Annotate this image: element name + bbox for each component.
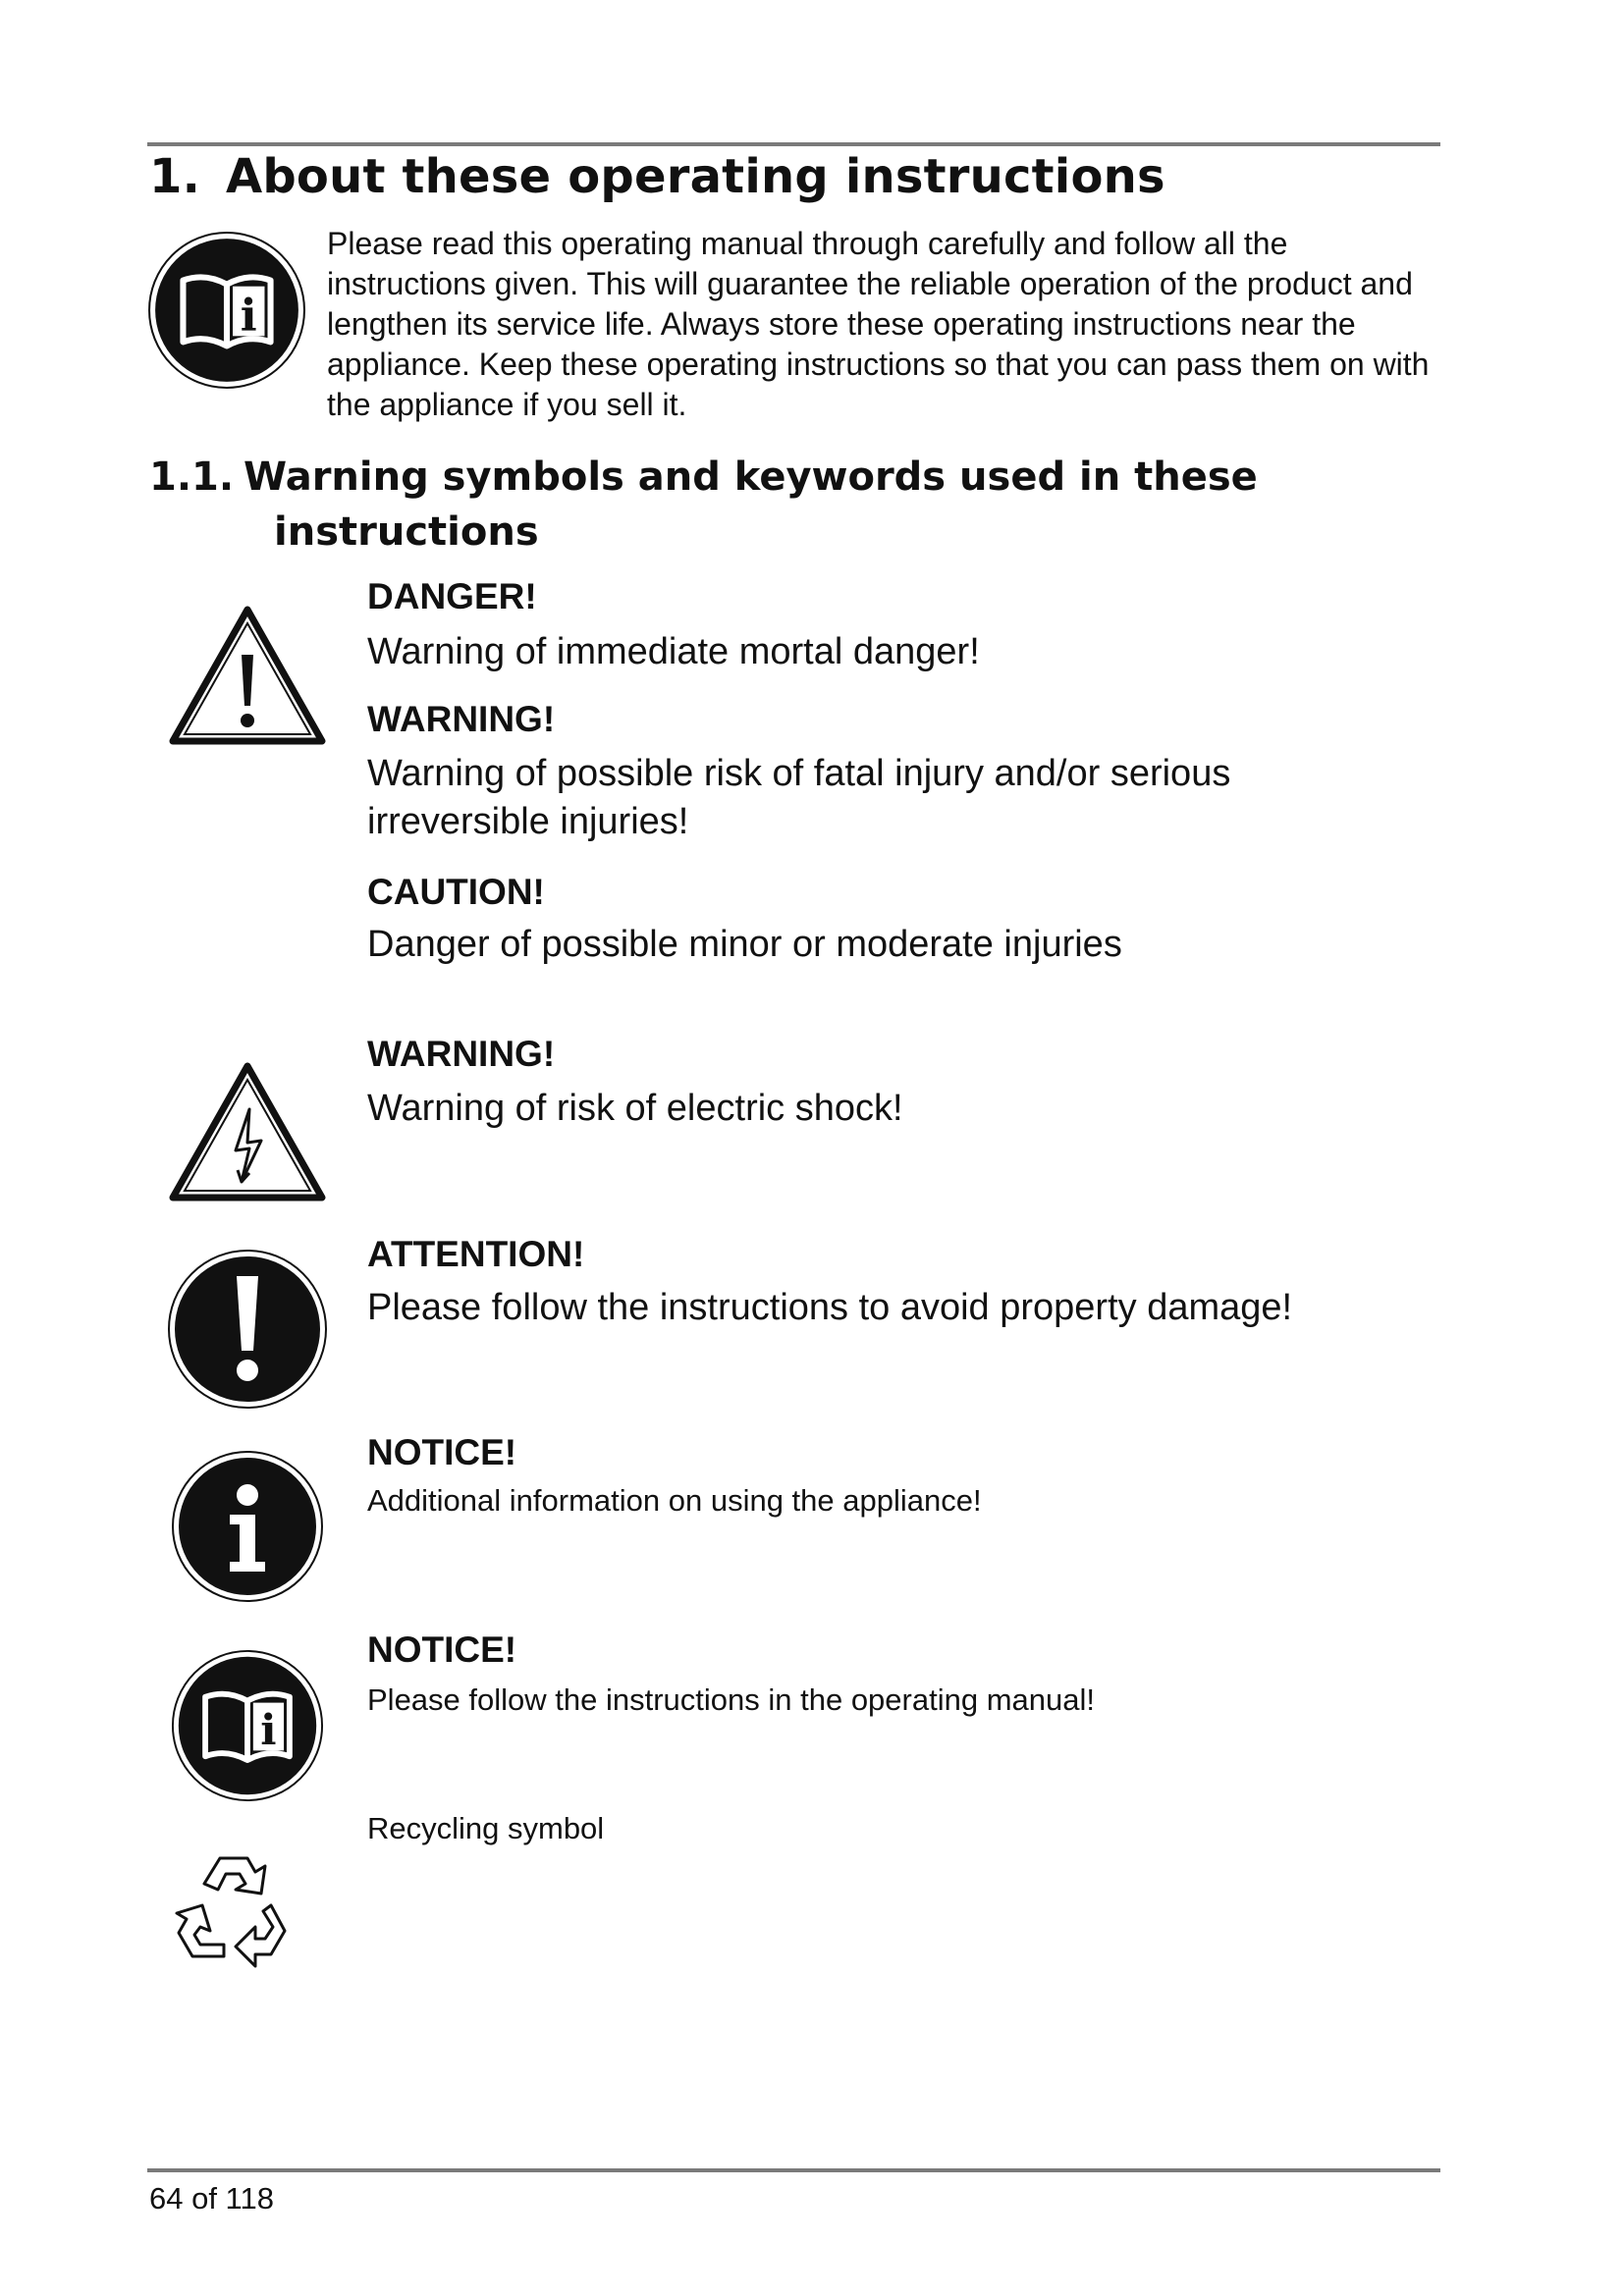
- danger-keyword: DANGER!: [367, 576, 537, 616]
- electric-shock-triangle-icon: [167, 1060, 328, 1203]
- notice-manual-keyword: NOTICE!: [367, 1629, 517, 1670]
- attention-description: Please follow the instructions to avoid property damage!: [367, 1287, 1293, 1328]
- recycling-icon: [169, 1850, 297, 1968]
- subsection-number: 1.1.: [149, 454, 235, 500]
- subsection-title-line1: Warning symbols and keywords used in these: [244, 454, 1258, 500]
- notice-manual-description: Please follow the instructions in the operating manual!: [367, 1682, 1095, 1717]
- page-number: 64 of 118: [149, 2181, 274, 2216]
- svg-text:i: i: [240, 289, 257, 342]
- caution-keyword: CAUTION!: [367, 872, 545, 912]
- svg-text:i: i: [260, 1706, 277, 1756]
- subsection-title-line2: instructions: [274, 509, 539, 555]
- manual-book-icon: [171, 1649, 324, 1802]
- section-title: About these operating instructions: [226, 149, 1165, 204]
- recycling-description: Recycling symbol: [367, 1811, 605, 1845]
- subsection-heading: [149, 450, 1258, 560]
- danger-triangle-icon: [167, 604, 328, 747]
- attention-keyword: ATTENTION!: [367, 1234, 585, 1274]
- section-heading: [149, 149, 1165, 204]
- bottom-rule: [147, 2168, 1440, 2172]
- intro-paragraph: Please read this operating manual through carefully and follow all the instructions given. This will guarantee the reliable operation of the product and lengthen its service life. Always store these operating instructions near the appliance. Keep these operating instructions so that you can pass them on with the appliance if you sell it.: [327, 226, 1430, 422]
- notice-info-keyword: NOTICE!: [367, 1432, 517, 1472]
- attention-exclamation-icon: [167, 1249, 328, 1410]
- caution-description: Danger of possible minor or moderate injuries: [367, 924, 1122, 965]
- electric-keyword: WARNING!: [367, 1034, 556, 1074]
- top-rule: [147, 142, 1440, 146]
- read-manual-icon: [147, 231, 306, 390]
- info-icon: [171, 1450, 324, 1603]
- warning-description: Warning of possible risk of fatal injury and/or serious irreversible injuries!: [367, 753, 1231, 842]
- section-number: 1.: [149, 149, 201, 204]
- electric-description: Warning of risk of electric shock!: [367, 1088, 903, 1129]
- warning-keyword: WARNING!: [367, 699, 556, 739]
- danger-description: Warning of immediate mortal danger!: [367, 631, 980, 672]
- notice-info-description: Additional information on using the appliance!: [367, 1483, 982, 1518]
